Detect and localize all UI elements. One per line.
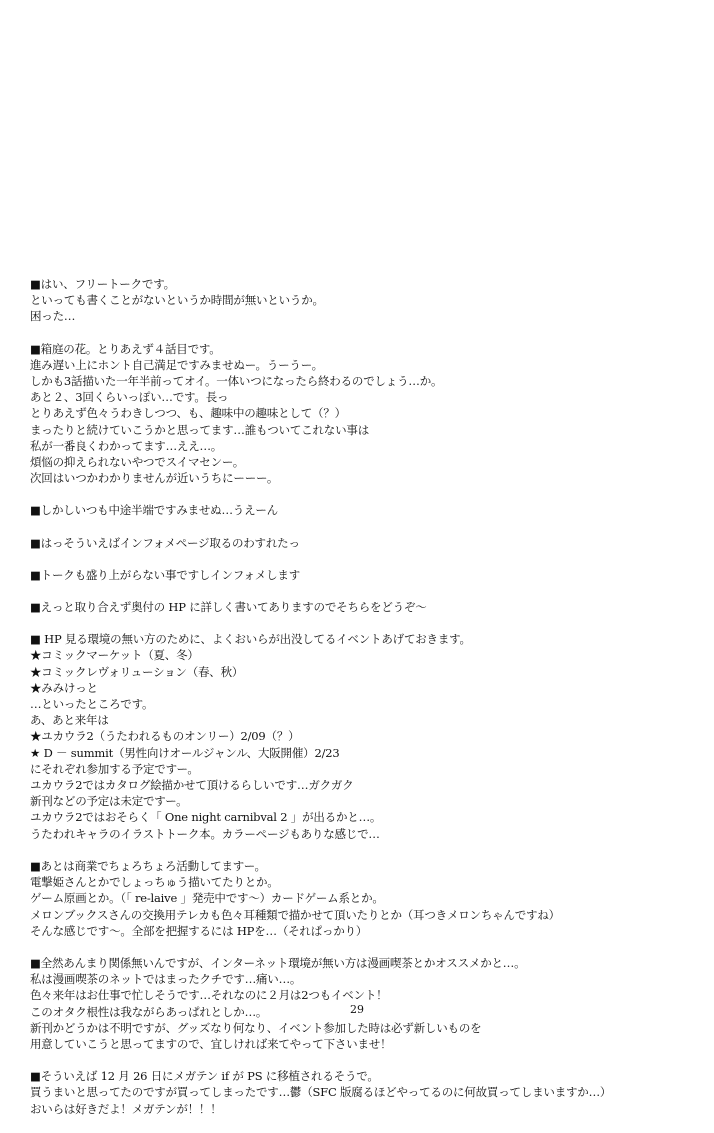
text-line: 電撃姫さんとかでしょっちゅう描いてたりとか。: [30, 875, 279, 890]
text-line: ■全然あんまり関係無いんですが、インターネット環境が無い方は漫画喫茶とかオススメかと…。: [30, 955, 526, 970]
text-line: おいらは好きだよ！メガテンが！！！: [30, 1101, 222, 1116]
text-line: ★コミックレヴォリューション（春、秋）: [30, 664, 244, 679]
paragraph: [30, 276, 690, 325]
text-line: 困った…: [30, 309, 76, 324]
text-line: 用意していこうと思ってますので、宜しければ来てやって下さいませ！: [30, 1036, 392, 1051]
text-line: ■ HP 見る環境の無い方のために、よくおいらが出没してるイベントあげておきます。: [30, 632, 471, 647]
text-line: ★みみけっと: [30, 680, 98, 695]
text-line: ■トークも盛り上がらない事ですしインフォメします: [30, 567, 300, 582]
paragraph: [30, 1068, 690, 1117]
text-line: 私は漫画喫茶のネットではまったクチです…痛い…。: [30, 972, 302, 987]
text-line: 買うまいと思ってたのですが買ってしまったです…鬱（SFC 版腐るほどやってるのに何故買ってしまいますか…）: [30, 1085, 612, 1100]
text-line: ■しかしいつも中途半端ですみませぬ…うえーん: [30, 503, 278, 518]
text-line: しかも3話描いた一年半前ってオイ。一体いつになったら終わるのでしょう…か。: [30, 374, 443, 389]
paragraph: [30, 502, 690, 518]
text-line: ■そういえば 12 月 26 日にメガテン if が PS に移植されるそうで。: [30, 1069, 379, 1084]
text-line: 進み遅い上にホント自己満足ですみませぬー。うーうー。: [30, 357, 323, 372]
text-line: ■はい、フリートークです。: [30, 277, 175, 291]
text-line: ユカウラ2ではカタログ絵描かせて頂けるらしいです…ガクガク: [30, 778, 354, 793]
text-line: ★ D － summit（男性向けオールジャンル、大阪開催）2/23: [30, 745, 340, 760]
text-line: 新刊などの予定は未定ですー。: [30, 794, 188, 809]
text-line: まったりと続けていこうかと思ってます…誰もついてこれない事は: [30, 422, 369, 437]
text-line: ■あとは商業でちょろちょろ活動してますー。: [30, 858, 266, 873]
paragraph: [30, 341, 690, 487]
text-line: メロンブックスさんの交換用テレカも色々耳種類で描かせて頂いたりとか（耳つきメロンちゃんですね）: [30, 907, 560, 922]
text-line: 次回はいつかわかりませんが近いうちにーーー。: [30, 471, 279, 486]
text-line: 色々来年はお仕事で忙しそうです…それなのに２月は2つもイベント！: [30, 988, 388, 1003]
paragraph: [30, 535, 690, 551]
paragraph: [30, 567, 690, 583]
text-line: ■えっと取り合えず奥付の HP に詳しく書いてありますのでそちらをどうぞ〜: [30, 600, 427, 615]
text-line: あと２、3回くらいっぽい…です。長っ: [30, 390, 229, 405]
text-line: ★コミックマーケット（夏、冬）: [30, 648, 199, 663]
text-line: ■箱庭の花。とりあえず４話目です。: [30, 341, 221, 356]
text-line: ゲーム原画とか。（「 re-laive 」発売中です〜）カードゲーム系とか。: [30, 891, 384, 906]
text-line: といっても書くことがないというか時間が無いというか。: [30, 293, 324, 308]
text-line: そんな感じです〜。全部を把握するには HPを…（それぱっかり）: [30, 923, 368, 938]
paragraph: [30, 631, 690, 842]
text-line: このオタク根性は我ながらあっぱれとしか…。: [30, 1004, 268, 1019]
text-line: とりあえず色々うわきしつつ、も、趣味中の趣味として（？）: [30, 406, 346, 421]
text-line: …といったところです。: [30, 697, 154, 712]
text-line: ■はっそういえばインフォメページ取るのわすれたっ: [30, 535, 300, 550]
text-line: うたわれキャラのイラストトーク本。カラーページもありな感じで…: [30, 826, 380, 841]
text-line: 煩悩の抑えられないやつでスイマセンー。: [30, 455, 245, 470]
paragraph: [30, 599, 690, 615]
page-number: 29: [350, 1003, 364, 1016]
text-line: あ、あと来年は: [30, 713, 109, 728]
text-line: 新刊かどうかは不明ですが、グッズなり何なり、イベント参加した時は必ず新しいものを: [30, 1020, 482, 1035]
text-line: ★ユカウラ2（うたわれるものオンリー）2/09（？）: [30, 729, 300, 744]
paragraph: [30, 858, 690, 939]
text-line: にそれぞれ参加する予定ですー。: [30, 761, 199, 776]
text-line: 私が一番良くわかってます…ええ…。: [30, 438, 223, 453]
text-line: ユカウラ2ではおそらく「 One night carnibval 2 」が出るかと…。: [30, 810, 382, 825]
